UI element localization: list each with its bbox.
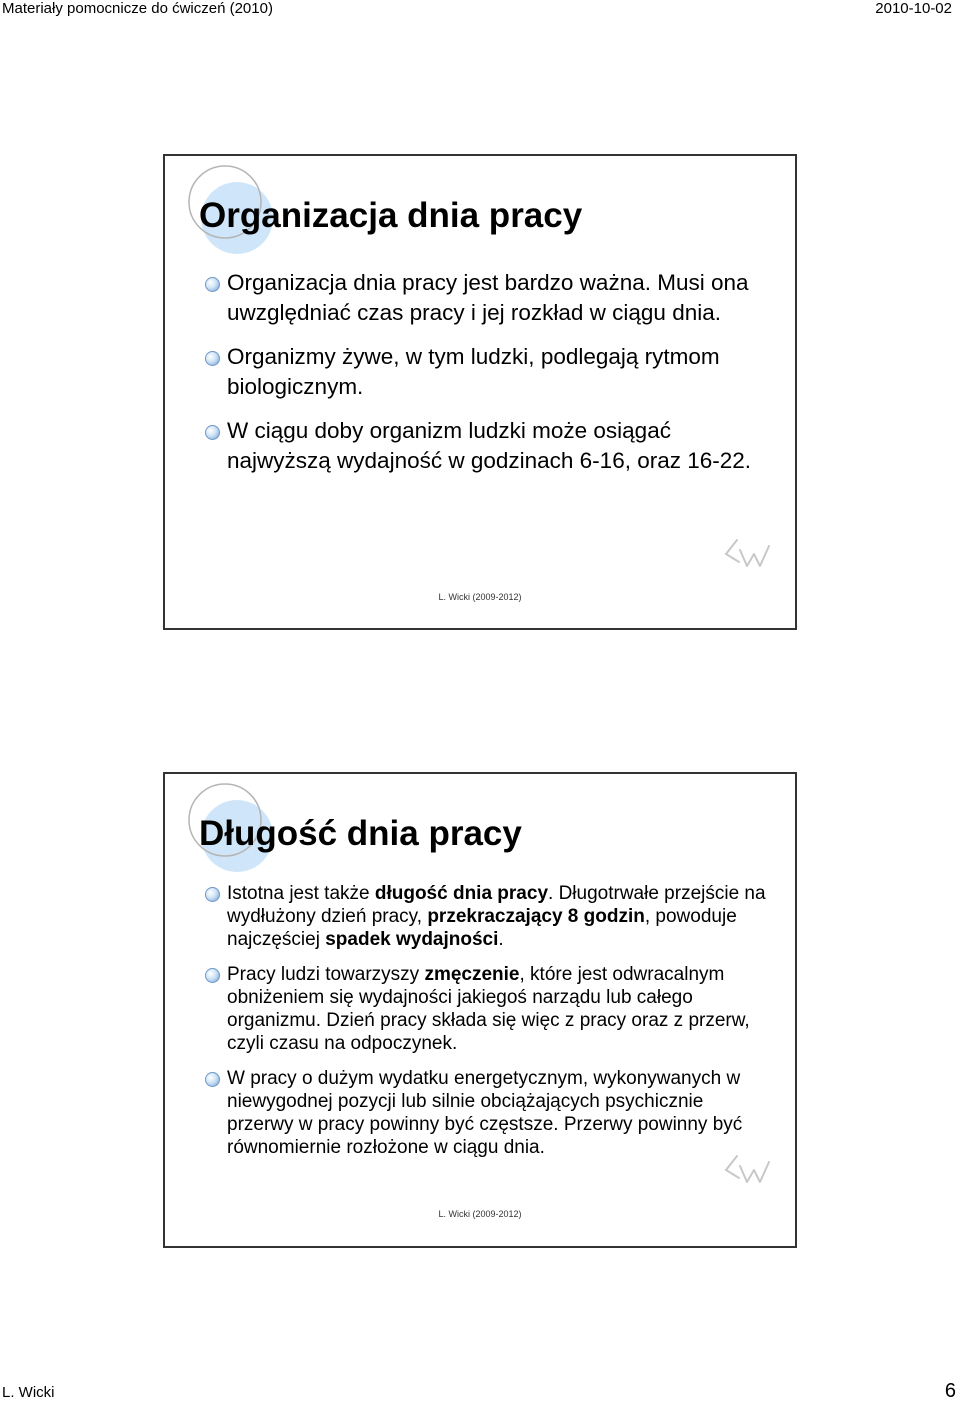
bullet-circle-icon	[205, 1072, 220, 1087]
bullet-text-bold: zmęczenie	[424, 964, 520, 985]
slide-title: Długość dnia pracy	[199, 814, 522, 853]
bullet-text-segment: Pracy ludzi towarzyszy	[227, 964, 425, 985]
bullet-text: W ciągu doby organizm ludzki może osiągać najwyższą wydajność w godzinach 6-16, oraz 16-22.	[227, 418, 752, 473]
slide-title: Organizacja dnia pracy	[199, 196, 583, 235]
page-header-left: Materiały pomocnicze do ćwiczeń (2010)	[2, 0, 273, 17]
bullet-text-segment: .	[498, 929, 504, 950]
lw-signature-logo	[723, 1152, 775, 1188]
bullet-text: Organizacja dnia pracy jest bardzo ważna. Musi ona uwzględniać czas pracy i jej rozkład w ciągu dnia.	[227, 270, 749, 325]
slide-footer: L. Wicki (2009-2012)	[438, 1209, 522, 1219]
bullet-circle-icon	[205, 425, 220, 440]
bullet-text-segment: , powoduje najczęściej	[227, 906, 737, 950]
page-footer-author: L. Wicki	[2, 1384, 55, 1401]
bullet-circle-icon	[205, 277, 220, 292]
lw-signature-logo	[723, 536, 775, 572]
bullet-text-bold: długość dnia pracy	[374, 883, 549, 904]
bullet-circle-icon	[205, 887, 220, 902]
bullet-item	[205, 342, 775, 402]
bullet-text-bold: przekraczający 8 godzin	[427, 906, 645, 927]
bullet-circle-icon	[205, 968, 220, 983]
bullet-circle-icon	[205, 351, 220, 366]
page-header-date: 2010-10-02	[875, 0, 952, 17]
bullet-text: Organizmy żywe, w tym ludzki, podlegają rytmom biologicznym.	[227, 344, 720, 399]
bullet-text-segment: W pracy o dużym wydatku energetycznym, wykonywanych w niewygodnej pozycji lub silnie obciążających psychicznie przerwy w pracy powinny być częstsze. Przerwy powinny być równomiernie rozłożone w ciągu dnia.	[227, 1068, 743, 1158]
bullet-item	[205, 963, 775, 1055]
bullet-text-segment: . Długotrwałe przejście na wydłużony dzień pracy,	[227, 883, 766, 927]
bullet-list	[205, 268, 775, 490]
slide-2	[163, 772, 797, 1248]
bullet-item	[205, 1067, 775, 1159]
bullet-list	[205, 882, 775, 1171]
page-number: 6	[944, 1380, 956, 1402]
slide-footer: L. Wicki (2009-2012)	[438, 592, 522, 602]
bullet-text-segment: Istotna jest także	[227, 883, 375, 904]
bullet-item	[205, 416, 775, 476]
bullet-item	[205, 882, 775, 951]
bullet-text-segment: , które jest odwracalnym obniżeniem się wydajności jakiegoś narządu lub całego organizmu. Dzień pracy składa się więc z pracy oraz z przerw, czyli czasu na odpoczynek.	[227, 964, 750, 1054]
bullet-text-bold: spadek wydajności	[325, 929, 499, 950]
bullet-item	[205, 268, 775, 328]
slide-1	[163, 154, 797, 630]
